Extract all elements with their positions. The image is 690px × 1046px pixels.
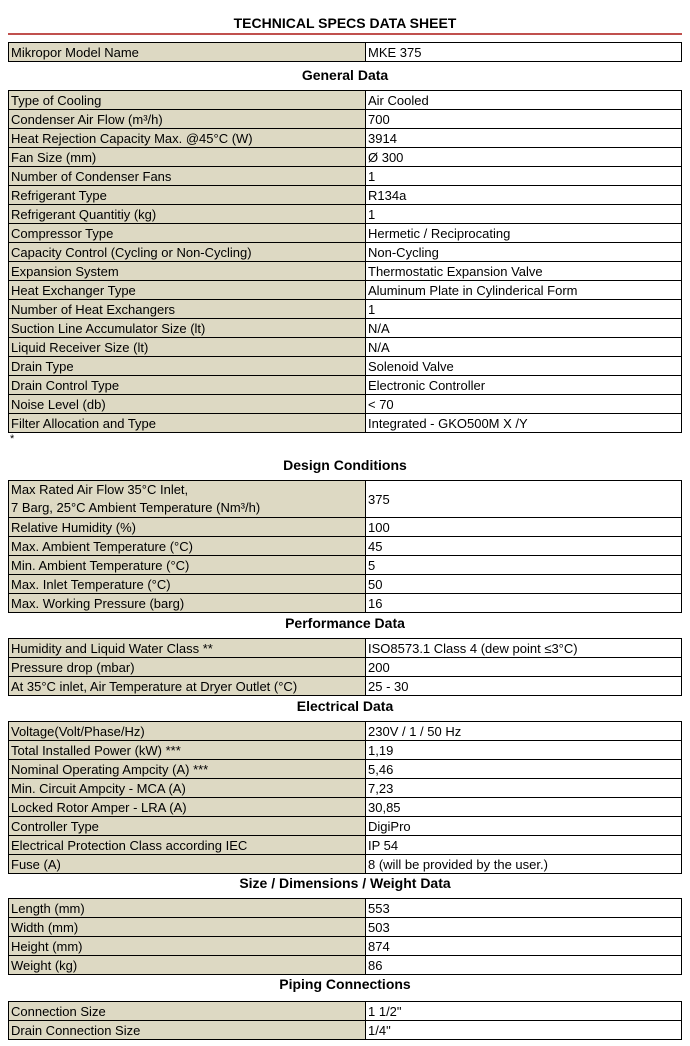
spec-value: R134a <box>366 186 682 205</box>
table-row <box>9 741 682 760</box>
section-title-piping-connections: Piping Connections <box>279 976 411 992</box>
table-row <box>9 836 682 855</box>
table-row <box>9 575 682 594</box>
spec-label: Weight (kg) <box>9 956 366 975</box>
spec-label: Number of Condenser Fans <box>9 167 366 186</box>
table-row <box>9 414 682 433</box>
table-row <box>9 956 682 975</box>
table-row <box>9 262 682 281</box>
table-row <box>9 639 682 658</box>
spec-value: 230V / 1 / 50 Hz <box>366 722 682 741</box>
spec-value: Thermostatic Expansion Valve <box>366 262 682 281</box>
spec-value: 375 <box>366 481 682 518</box>
design-conditions-table <box>8 480 682 613</box>
spec-label: Locked Rotor Amper - LRA (A) <box>9 798 366 817</box>
spec-value: N/A <box>366 319 682 338</box>
spec-value: 200 <box>366 658 682 677</box>
spec-value: 45 <box>366 537 682 556</box>
table-row <box>9 129 682 148</box>
spec-label <box>9 481 366 518</box>
spec-value: 8 (will be provided by the user.) <box>366 855 682 874</box>
general-data-table <box>8 90 682 433</box>
footnote-marker: * <box>10 433 15 445</box>
spec-label: Suction Line Accumulator Size (lt) <box>9 319 366 338</box>
table-row <box>9 518 682 537</box>
table-row <box>9 537 682 556</box>
table-row <box>9 243 682 262</box>
spec-value: 700 <box>366 110 682 129</box>
spec-value: 1 <box>366 205 682 224</box>
spec-label: Relative Humidity (%) <box>9 518 366 537</box>
model-label: Mikropor Model Name <box>9 43 366 62</box>
spec-label-line-2: 7 Barg, 25°C Ambient Temperature (Nm³/h) <box>11 500 261 515</box>
spec-label: Refrigerant Quantitiy (kg) <box>9 205 366 224</box>
spec-label: Min. Ambient Temperature (°C) <box>9 556 366 575</box>
performance-data-table <box>8 638 682 696</box>
spec-label: Max. Inlet Temperature (°C) <box>9 575 366 594</box>
table-row <box>9 937 682 956</box>
table-row <box>9 899 682 918</box>
spec-label: Total Installed Power (kW) *** <box>9 741 366 760</box>
spec-value: ISO8573.1 Class 4 (dew point ≤3°C) <box>366 639 682 658</box>
spec-label: Min. Circuit Ampcity - MCA (A) <box>9 779 366 798</box>
spec-value: Ø 300 <box>366 148 682 167</box>
piping-table <box>8 1001 682 1040</box>
spec-label: Heat Exchanger Type <box>9 281 366 300</box>
spec-value: 30,85 <box>366 798 682 817</box>
spec-value: 553 <box>366 899 682 918</box>
spec-label: Refrigerant Type <box>9 186 366 205</box>
table-row <box>9 817 682 836</box>
table-row <box>9 148 682 167</box>
spec-value: 50 <box>366 575 682 594</box>
table-row <box>9 556 682 575</box>
spec-label: Max. Working Pressure (barg) <box>9 594 366 613</box>
table-row <box>9 110 682 129</box>
spec-label: Nominal Operating Ampcity (A) *** <box>9 760 366 779</box>
table-row <box>9 186 682 205</box>
spec-value: < 70 <box>366 395 682 414</box>
section-title-general-data: General Data <box>301 67 389 83</box>
table-row <box>9 1002 682 1021</box>
spec-value: 3914 <box>366 129 682 148</box>
table-row <box>9 167 682 186</box>
page-title: TECHNICAL SPECS DATA SHEET <box>233 15 457 31</box>
spec-value: 16 <box>366 594 682 613</box>
table-row <box>9 918 682 937</box>
spec-value: 1/4" <box>366 1021 682 1040</box>
spec-value: 86 <box>366 956 682 975</box>
table-row <box>9 338 682 357</box>
spec-label: Pressure drop (mbar) <box>9 658 366 677</box>
table-row <box>9 224 682 243</box>
table-row <box>9 594 682 613</box>
spec-label: Condenser Air Flow (m³/h) <box>9 110 366 129</box>
table-row <box>9 779 682 798</box>
spec-label: Expansion System <box>9 262 366 281</box>
spec-value: Air Cooled <box>366 91 682 110</box>
spec-label: Drain Connection Size <box>9 1021 366 1040</box>
spec-label: Max. Ambient Temperature (°C) <box>9 537 366 556</box>
spec-value: Electronic Controller <box>366 376 682 395</box>
model-value: MKE 375 <box>366 43 682 62</box>
spec-value: 5,46 <box>366 760 682 779</box>
spec-value: 25 - 30 <box>366 677 682 696</box>
spec-label: Connection Size <box>9 1002 366 1021</box>
spec-value: 100 <box>366 518 682 537</box>
spec-label: Liquid Receiver Size (lt) <box>9 338 366 357</box>
spec-label: Noise Level (db) <box>9 395 366 414</box>
spec-label: Capacity Control (Cycling or Non-Cycling) <box>9 243 366 262</box>
spec-value: Non-Cycling <box>366 243 682 262</box>
spec-value: 874 <box>366 937 682 956</box>
spec-value: Aluminum Plate in Cylinderical Form <box>366 281 682 300</box>
spec-value: 1 <box>366 167 682 186</box>
table-row <box>9 658 682 677</box>
section-title-performance-data: Performance Data <box>285 615 405 631</box>
spec-label: Width (mm) <box>9 918 366 937</box>
model-table <box>8 42 682 62</box>
spec-value: 5 <box>366 556 682 575</box>
spec-label: Drain Control Type <box>9 376 366 395</box>
spec-label: Fan Size (mm) <box>9 148 366 167</box>
spec-label: Filter Allocation and Type <box>9 414 366 433</box>
spec-label: Controller Type <box>9 817 366 836</box>
spec-value: IP 54 <box>366 836 682 855</box>
spec-label-line-1: Max Rated Air Flow 35°C Inlet, <box>11 482 189 497</box>
spec-value: N/A <box>366 338 682 357</box>
table-row <box>9 357 682 376</box>
table-row <box>9 760 682 779</box>
spec-label: Voltage(Volt/Phase/Hz) <box>9 722 366 741</box>
spec-value: Hermetic / Reciprocating <box>366 224 682 243</box>
spec-value: 1 <box>366 300 682 319</box>
spec-value: 1,19 <box>366 741 682 760</box>
spec-label: Drain Type <box>9 357 366 376</box>
table-row <box>9 91 682 110</box>
spec-value: 7,23 <box>366 779 682 798</box>
spec-label: Length (mm) <box>9 899 366 918</box>
spec-label: Type of Cooling <box>9 91 366 110</box>
spec-label: At 35°C inlet, Air Temperature at Dryer Outlet (°C) <box>9 677 366 696</box>
table-row <box>9 677 682 696</box>
table-row <box>9 205 682 224</box>
spec-value: DigiPro <box>366 817 682 836</box>
section-title-electrical-data: Electrical Data <box>296 698 394 714</box>
spec-label: Compressor Type <box>9 224 366 243</box>
table-row <box>9 43 682 62</box>
spec-value: 1 1/2" <box>366 1002 682 1021</box>
electrical-data-table <box>8 721 682 874</box>
table-row <box>9 798 682 817</box>
spec-label: Fuse (A) <box>9 855 366 874</box>
section-title-design-conditions: Design Conditions <box>283 457 407 473</box>
table-row <box>9 855 682 874</box>
spec-label: Number of Heat Exchangers <box>9 300 366 319</box>
table-row <box>9 1021 682 1040</box>
table-row <box>9 281 682 300</box>
table-row <box>9 395 682 414</box>
table-row <box>9 319 682 338</box>
spec-value: Integrated - GKO500M X /Y <box>366 414 682 433</box>
spec-label: Electrical Protection Class according IEC <box>9 836 366 855</box>
spec-value: 503 <box>366 918 682 937</box>
spec-label: Humidity and Liquid Water Class ** <box>9 639 366 658</box>
section-title-dimensions-weight: Size / Dimensions / Weight Data <box>239 875 451 891</box>
spec-label: Heat Rejection Capacity Max. @45°C (W) <box>9 129 366 148</box>
table-row <box>9 722 682 741</box>
table-row <box>9 300 682 319</box>
table-row <box>9 376 682 395</box>
table-row <box>9 481 682 518</box>
title-underline <box>8 33 682 35</box>
dimensions-table <box>8 898 682 975</box>
spec-value: Solenoid Valve <box>366 357 682 376</box>
spec-label: Height (mm) <box>9 937 366 956</box>
